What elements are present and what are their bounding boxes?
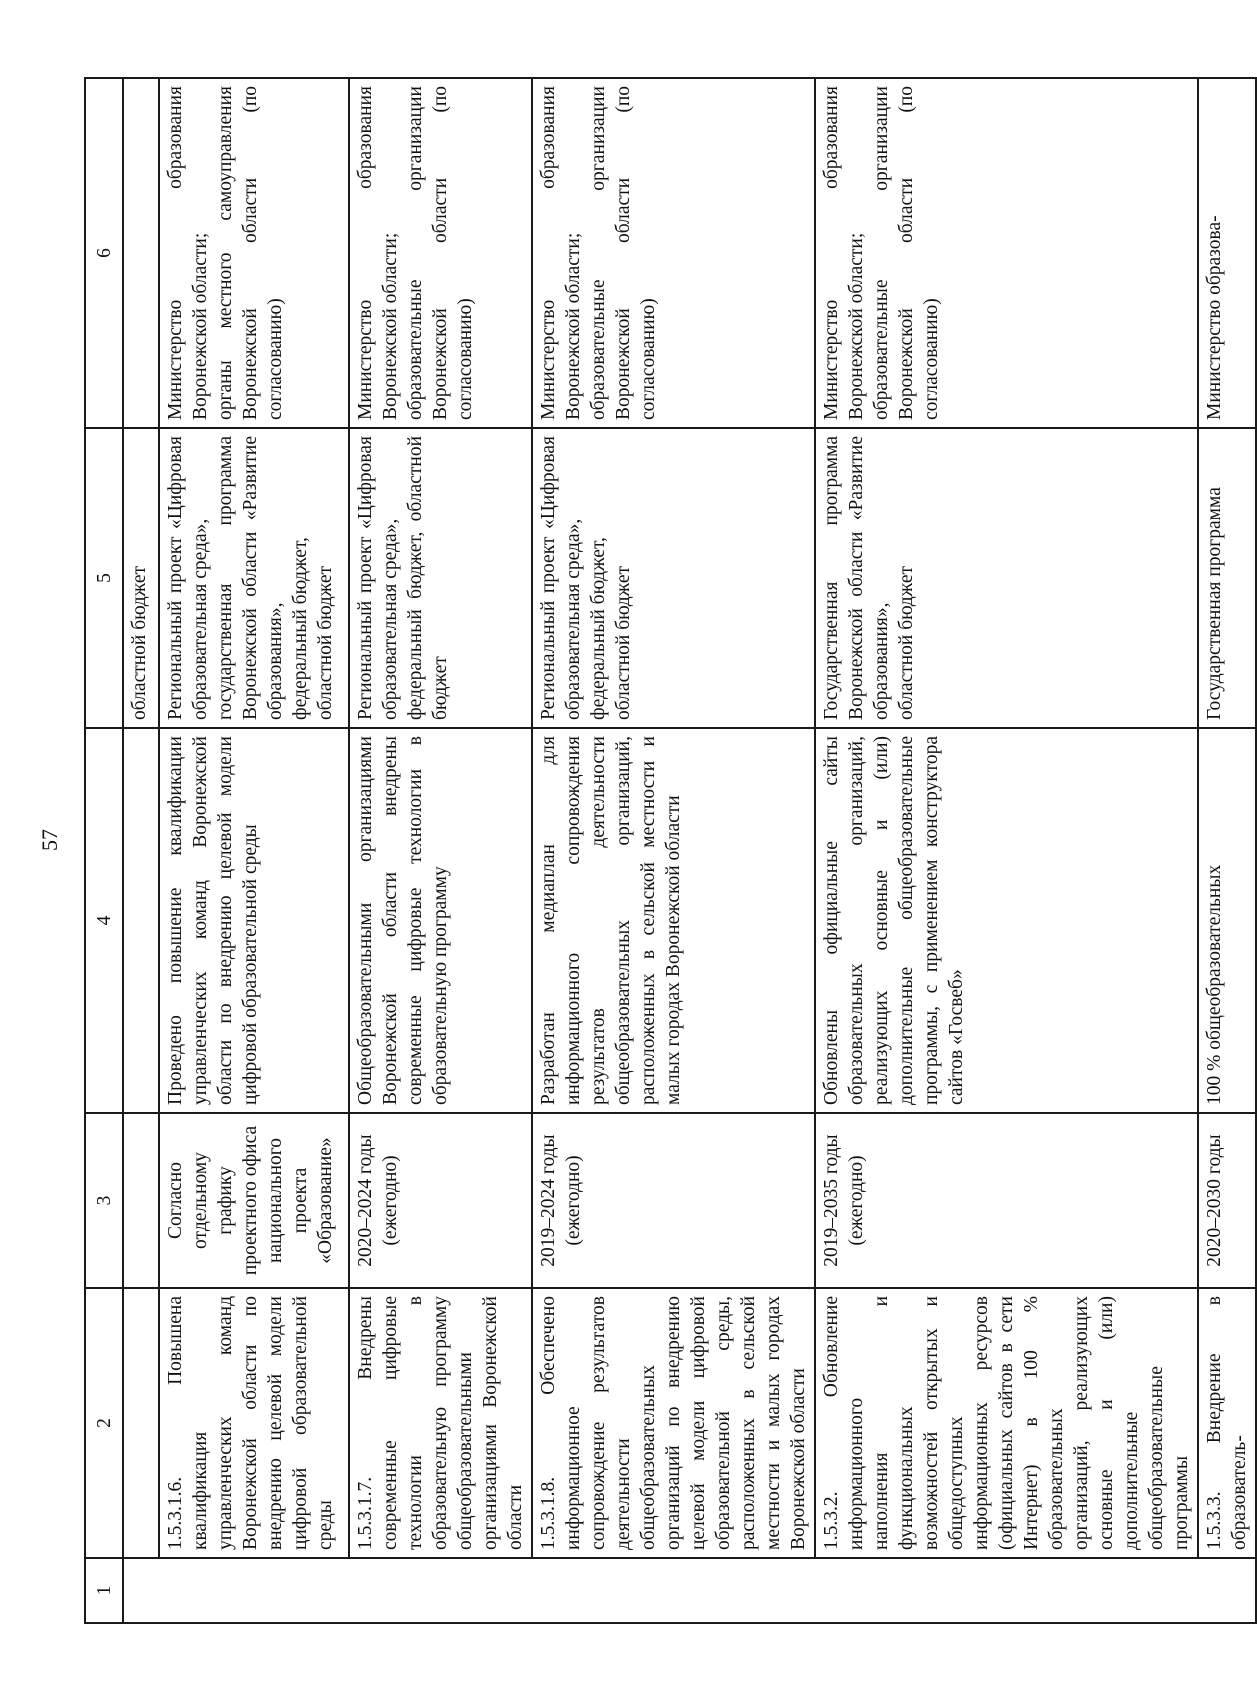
funding-cell: областной бюджет <box>123 428 159 728</box>
column-header: 2 <box>85 1288 123 1558</box>
table-row <box>349 78 532 1623</box>
column-header: 1 <box>85 1558 123 1623</box>
responsible-cell: Министерство образования Воронежской области; образовательные организации Воронежской области (по согласованию) <box>532 78 815 428</box>
deadline-cell: 2019–2035 годы (ежегодно) <box>815 1113 1198 1288</box>
deadline-cell: 2020–2024 годы (ежегодно) <box>349 1113 532 1288</box>
table-row <box>123 78 159 1623</box>
task-cell: 1.5.3.2. Обновление информационного наполнения и функциональных возможностей открытых и общедоступных информационных ресурсов (официальных сайтов в сети Интернет) в 100 % образовательных организаций, реализующих основные и (или) дополнительные общеобразовательные программы <box>815 1288 1198 1558</box>
responsible-cell: Министерство образования Воронежской области; образовательные организации Воронежской области (по согласованию) <box>349 78 532 428</box>
deadline-cell <box>123 1113 159 1288</box>
funding-cell: Государственная программа Воронежской области «Развитие образования», областной бюджет <box>815 428 1198 728</box>
column-1-cell <box>123 1558 1256 1623</box>
column-header: 3 <box>85 1113 123 1288</box>
result-cell: Проведено повышение квалификации управленческих команд Воронежской области по внедрению целевой модели цифровой образовательной среды <box>159 728 349 1113</box>
task-cell: 1.5.3.1.8. Обеспечено информационное сопровождение результатов деятельности общеобразовательных организаций по внедрению целевой модели цифровой образовательной среды, расположенных в сельской местности и малых городах Воронежской области <box>532 1288 815 1558</box>
table-row <box>532 78 815 1623</box>
table-row <box>1198 78 1256 1623</box>
task-cell: 1.5.3.3. Внедрение в образователь- <box>1198 1288 1256 1558</box>
funding-cell: Региональный проект «Цифровая образовательная среда», федеральный бюджет, областной бюджет <box>532 428 815 728</box>
rotated-page <box>84 79 1250 1624</box>
result-cell: Общеобразовательными организациями Воронежской области внедрены современные цифровые технологии в образовательную программу <box>349 728 532 1113</box>
responsible-cell <box>123 78 159 428</box>
column-header: 5 <box>85 428 123 728</box>
funding-cell: Региональный проект «Цифровая образовательная среда», федеральный бюджет, областной бюджет <box>349 428 532 728</box>
action-plan-table <box>84 77 1257 1624</box>
table-row <box>159 78 349 1623</box>
table-header-row <box>85 78 123 1623</box>
task-cell: 1.5.3.1.7. Внедрены современные цифровые технологии в образовательную программу общеобразовательными организациями Воронежской области <box>349 1288 532 1558</box>
task-cell <box>123 1288 159 1558</box>
responsible-cell: Министерство образования Воронежской области; образовательные организации Воронежской области (по согласованию) <box>815 78 1198 428</box>
task-cell: 1.5.3.1.6. Повышена квалификация управленческих команд Воронежской области по внедрению целевой модели цифровой образовательной среды <box>159 1288 349 1558</box>
page-number: 57 <box>37 829 62 851</box>
column-header: 4 <box>85 728 123 1113</box>
result-cell <box>123 728 159 1113</box>
table-row <box>815 78 1198 1623</box>
result-cell: 100 % общеобразовательных <box>1198 728 1256 1113</box>
result-cell: Обновлены официальные сайты образовательных организаций, реализующих основные и (или) дополнительные общеобразовательные программы, с применением конструктора сайтов «Госвеб» <box>815 728 1198 1113</box>
responsible-cell: Министерство образова- <box>1198 78 1256 428</box>
deadline-cell: Согласно отдельному графику проектного офиса национального проекта «Образование» <box>159 1113 349 1288</box>
column-header: 6 <box>85 78 123 428</box>
deadline-cell: 2019–2024 годы (ежегодно) <box>532 1113 815 1288</box>
funding-cell: Государственная программа <box>1198 428 1256 728</box>
funding-cell: Региональный проект «Цифровая образовательная среда», государственная программа Воронежской области «Развитие образования», федеральный бюджет, областной бюджет <box>159 428 349 728</box>
responsible-cell: Министерство образования Воронежской области; органы местного самоуправления Воронежской области (по согласованию) <box>159 78 349 428</box>
deadline-cell: 2020–2030 годы <box>1198 1113 1256 1288</box>
result-cell: Разработан медиаплан для информационного сопровождения результатов деятельности общеобразовательных организаций, расположенных в сельской местности и малых городах Воронежской области <box>532 728 815 1113</box>
